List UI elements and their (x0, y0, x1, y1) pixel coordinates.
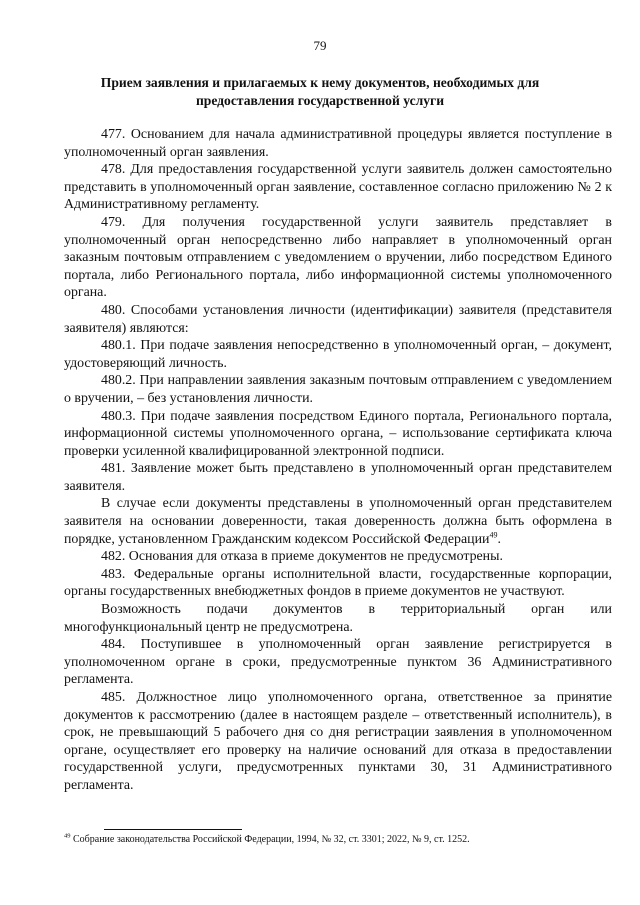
footnote (64, 833, 612, 846)
paragraph-477: 477. Основанием для начала административной процедуры является поступление в уполномоченный орган заявления. (64, 127, 612, 160)
paragraph-481-text: В случае если документы представлены в уполномоченный орган представителем заявителя на основании доверенности, такая доверенность должна быть оформлена в порядке, установленном Гражданским кодексом Российской Федерации (64, 496, 612, 547)
paragraph-483-note: Возможность подачи документов в территориальный орган или многофункциональный центр не предусмотрена. (64, 602, 612, 635)
footnote-reference[interactable]: 49 (489, 530, 498, 540)
paragraph-480-1: 480.1. При подаче заявления непосредственно в уполномоченный орган, – документ, удостоверяющий личность. (64, 338, 612, 371)
paragraph-480-3: 480.3. При подаче заявления посредством Единого портала, Регионального портала, информационной системы уполномоченного органа, – использование сертификата ключа проверки усиленной квалифицированной электронной подписи. (64, 408, 612, 459)
page-number: 79 (313, 38, 327, 53)
paragraph-485: 485. Должностное лицо уполномоченного органа, ответственное за принятие документов к рассмотрению (далее в настоящем разделе – ответственный исполнитель), в срок, не превышающий 5 рабочего дня со дня регистрации заявления в уполномоченном органе, осуществляет его проверку на наличие оснований для отказа в предоставлении государственной услуги, предусмотренных пунктами 30, 31 Административного регламента. (64, 690, 612, 793)
paragraph-481-power-of-attorney (64, 495, 612, 548)
footnote-number: 49 (64, 832, 71, 840)
section-heading: Прием заявления и прилагаемых к нему документов, необходимых для предоставления государственной услуги (100, 75, 540, 108)
paragraph-481: 481. Заявление может быть представлено в уполномоченный орган представителем заявителя. (64, 461, 612, 494)
footnote-text: Собрание законодательства Российской Федерации, 1994, № 32, ст. 3301; 2022, № 9, ст. 1252. (70, 834, 470, 845)
paragraph-479: 479. Для получения государственной услуги заявитель представляет в уполномоченный орган непосредственно либо направляет в уполномоченный орган заказным почтовым отправлением с уведомлением о вручении, либо посредством Единого портала, либо Регионального портала, либо информационной системы уполномоченного органа. (64, 214, 612, 301)
body-text (64, 126, 612, 795)
paragraph-483: 483. Федеральные органы исполнительной власти, государственные корпорации, органы государственных внебюджетных фондов в приеме документов не участвуют. (64, 566, 612, 600)
footnote-divider (104, 829, 242, 830)
paragraph-480-2: 480.2. При направлении заявления заказным почтовым отправлением с уведомлением о вручении, – без установления личности. (64, 373, 612, 406)
paragraph-484: 484. Поступившее в уполномоченный орган заявление регистрируется в уполномоченном органе в сроки, предусмотренные пунктом 36 Административного регламента. (64, 637, 612, 688)
paragraph-480: 480. Способами установления личности (идентификации) заявителя (представителя заявителя) являются: (64, 302, 612, 336)
paragraph-482: 482. Основания для отказа в приеме документов не предусмотрены. (101, 549, 503, 565)
paragraph-481-end: . (497, 531, 501, 547)
paragraph-478: 478. Для предоставления государственной услуги заявитель должен самостоятельно представить в уполномоченный орган заявление, составленное согласно приложению № 2 к Административному регламенту. (64, 162, 612, 213)
